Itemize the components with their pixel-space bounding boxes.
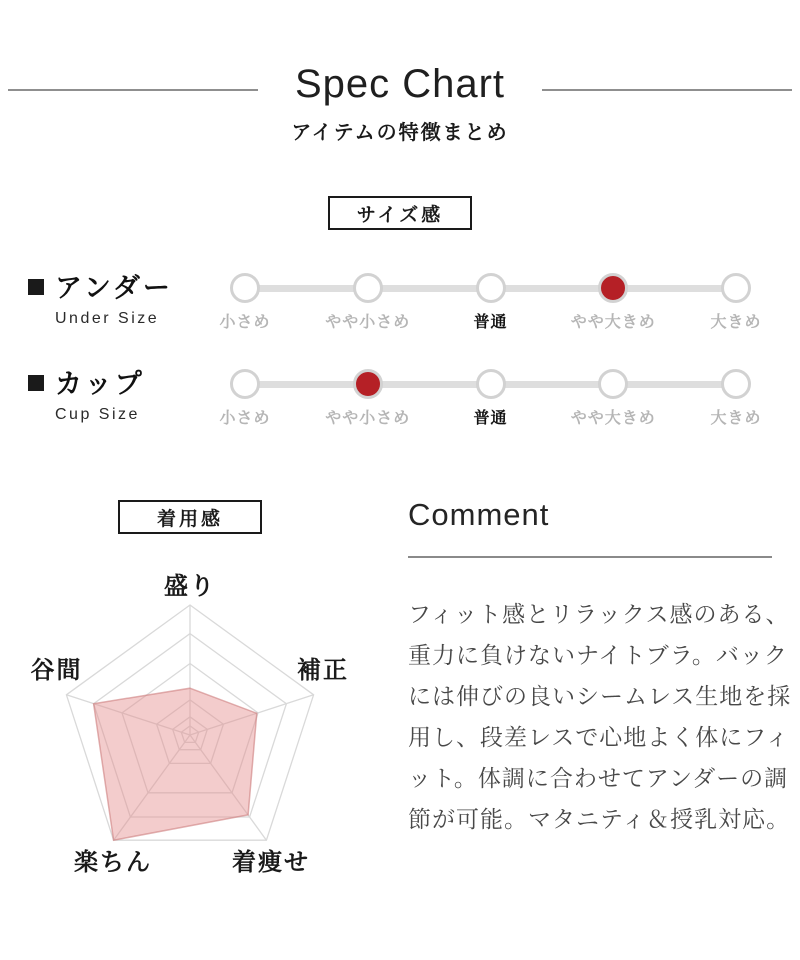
size-section-label: サイズ感 (328, 196, 472, 230)
cup-size-heading (55, 362, 145, 424)
under-size-bullet-icon (28, 279, 44, 295)
scale-point (476, 273, 506, 303)
scale-point (230, 369, 260, 399)
scale-tick-label: 普通 (473, 314, 508, 331)
page-subtitle: アイテムの特徴まとめ (291, 122, 509, 144)
scale-tick-label: 大きめ (710, 410, 762, 427)
scale-tick-label: やや大きめ (570, 314, 656, 331)
cup-size-label-en: Cup Size (55, 406, 140, 423)
cup-size-scale (219, 369, 762, 433)
page-title: Spec Chart (294, 62, 506, 106)
comment-heading: Comment (408, 497, 550, 532)
scale-point-selected (598, 273, 628, 303)
radar-axis-label-kiyase: 着痩せ (232, 849, 310, 876)
radar-axis-label-tanima: 谷間 (30, 657, 83, 684)
cup-size-label-jp: カップ (55, 369, 145, 399)
scale-point (721, 273, 751, 303)
under-size-label-jp: アンダー (55, 273, 173, 303)
radar-axis-label-mori: 盛り (164, 573, 216, 600)
scale-tick-label: やや小さめ (325, 314, 411, 331)
fit-radar-chart (0, 560, 380, 890)
radar-axis-label-rakuchin: 楽ちん (74, 849, 152, 876)
fit-section-label: 着用感 (118, 500, 262, 534)
scale-tick-label: 大きめ (710, 314, 762, 331)
scale-tick-label: 小さめ (219, 410, 271, 427)
scale-point-selected (353, 369, 383, 399)
under-size-scale (219, 273, 762, 337)
scale-point (476, 369, 506, 399)
cup-size-bullet-icon (28, 375, 44, 391)
comment-divider (408, 556, 772, 558)
under-size-label-en: Under Size (55, 310, 160, 327)
radar-axis-label-hosei: 補正 (297, 657, 349, 684)
scale-point (353, 273, 383, 303)
scale-point (598, 369, 628, 399)
scale-tick-label: 小さめ (219, 314, 271, 331)
scale-point (721, 369, 751, 399)
under-size-heading (55, 266, 173, 328)
scale-tick-label: やや大きめ (570, 410, 656, 427)
scale-tick-label: やや小さめ (325, 410, 411, 427)
scale-point (230, 273, 260, 303)
scale-tick-label: 普通 (473, 410, 508, 427)
comment-body: フィット感とリラックス感のある、重力に負けないナイトブラ。バックには伸びの良いシームレス生地を採用し、段差レスで心地よく体にフィット。体調に合わせてアンダーの調節が可能。マタニティ＆授乳対応。 (408, 601, 792, 832)
